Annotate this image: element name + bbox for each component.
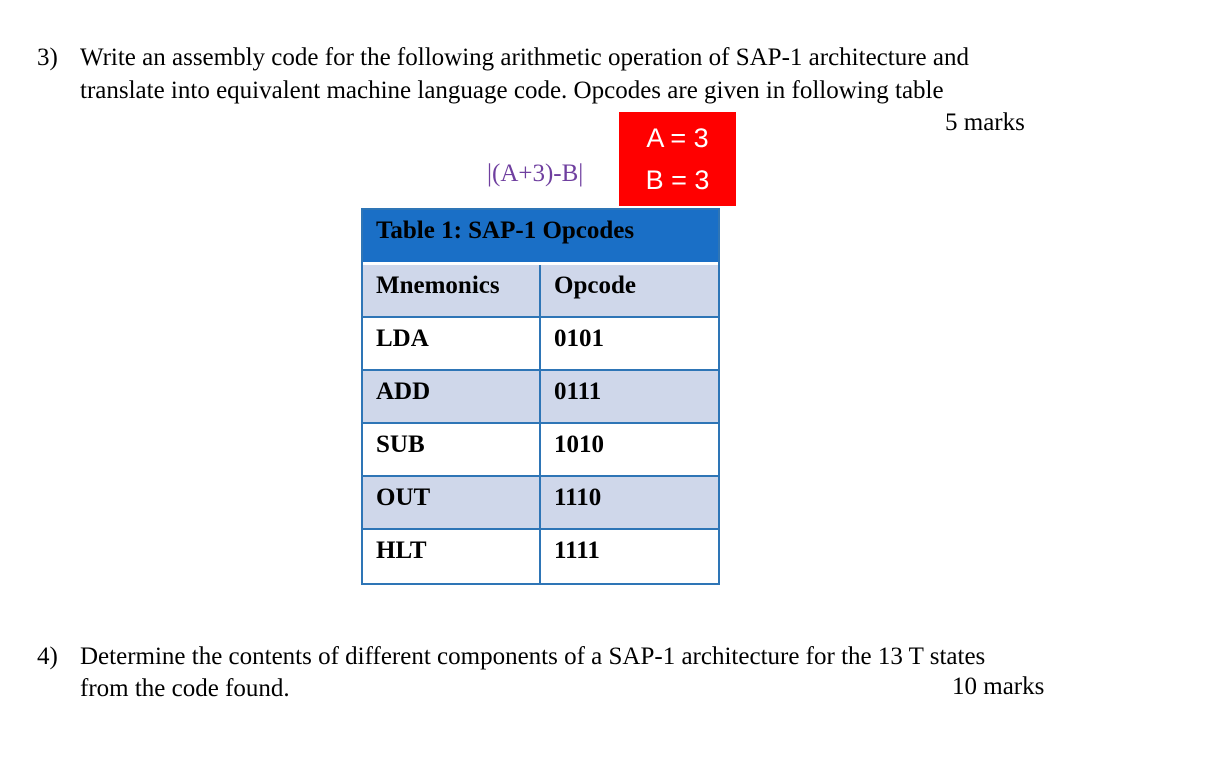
table-row: [363, 371, 718, 424]
table-row: [363, 477, 718, 530]
mnemonic-cell: ADD: [363, 371, 541, 422]
question-3-line-2: translate into equivalent machine language code. Opcodes are given in following table: [80, 77, 944, 104]
header-mnemonics: Mnemonics: [363, 265, 541, 316]
opcode-cell: 1111: [554, 537, 600, 564]
variable-values-box: [619, 112, 736, 206]
table-row: [363, 530, 718, 583]
opcode-cell: 1110: [554, 484, 602, 511]
table-caption: Table 1: SAP-1 Opcodes: [363, 210, 718, 265]
question-3-marks: 5 marks: [945, 109, 1025, 136]
variable-a-value: A = 3: [646, 123, 709, 153]
question-4-line-1: Determine the contents of different components of a SAP-1 architecture for the 13 T states: [80, 643, 986, 670]
question-3-line-1: Write an assembly code for the following arithmetic operation of SAP-1 architecture and: [80, 44, 969, 71]
mnemonic-cell: HLT: [363, 530, 541, 583]
question-4-marks: 10 marks: [952, 673, 1045, 700]
header-opcode: Opcode: [554, 272, 636, 299]
mnemonic-cell: OUT: [363, 477, 541, 528]
mnemonic-cell: LDA: [363, 318, 541, 369]
question-3-number: 3): [37, 44, 58, 71]
expression: |(A+3)-B|: [487, 160, 584, 187]
opcode-cell: 0101: [554, 325, 604, 352]
opcode-table: [361, 208, 720, 585]
opcode-cell: 0111: [554, 378, 602, 405]
table-row: [363, 318, 718, 371]
mnemonic-cell: SUB: [363, 424, 541, 475]
question-4-line-2: from the code found.: [80, 675, 290, 702]
opcode-cell: 1010: [554, 431, 604, 458]
variable-b-value: B = 3: [645, 165, 710, 195]
table-row: [363, 424, 718, 477]
table-header-row: [363, 265, 718, 318]
question-3: [0, 42, 1225, 112]
question-4-number: 4): [37, 643, 58, 670]
